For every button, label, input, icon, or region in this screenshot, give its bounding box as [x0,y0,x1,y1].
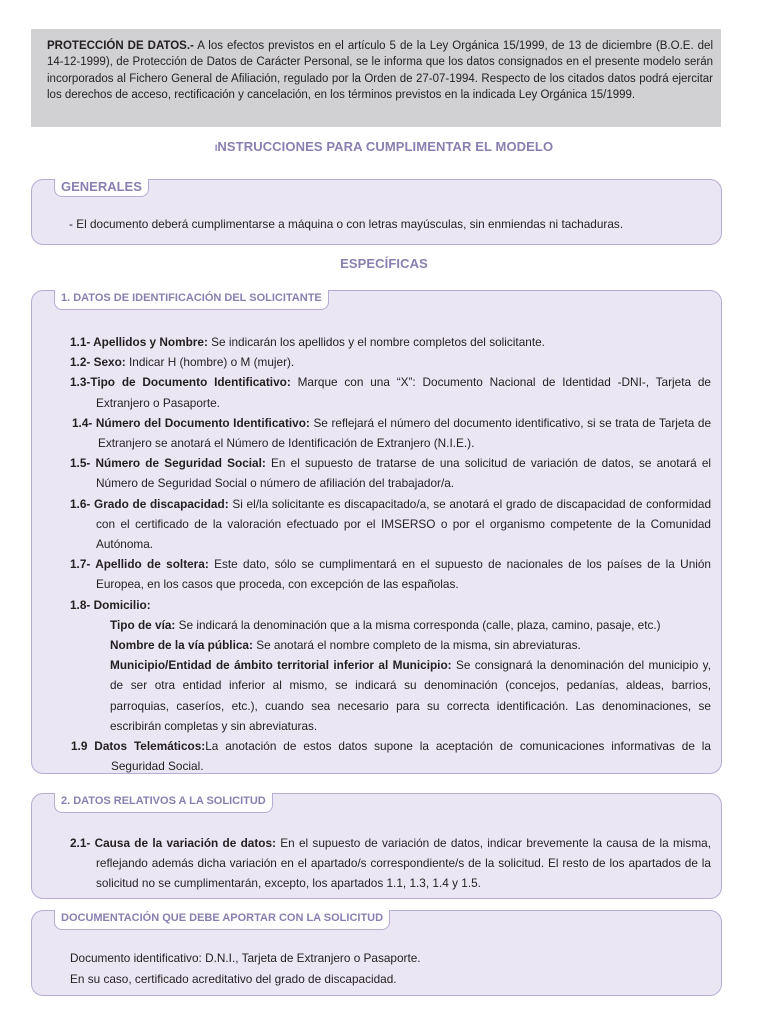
section1-box [31,290,722,774]
item-1-4-label: 1.4- Número del Documento Identificativo: [72,415,310,430]
section1-tab: 1. DATOS DE IDENTIFICACIÓN DEL SOLICITANTE [54,290,329,310]
documentacion-box [31,910,722,996]
item-2-1 [32,833,721,894]
generales-text: - El documento deberá cumplimentarse a máquina o con letras mayúsculas, sin enmiendas ni tachaduras. [69,217,624,231]
item-1-9-label: 1.9 Datos Telemáticos: [71,739,206,754]
especificas-heading: ESPECÍFICAS [340,256,428,271]
item-1-4 [32,413,721,453]
generales-tab: GENERALES [54,179,149,197]
section2-tab: 2. DATOS RELATIVOS A LA SOLICITUD [54,793,273,813]
item-1-2 [32,352,721,372]
domicilio-nombre-via [32,635,721,655]
item-1-7-label: 1.7- Apellido de soltera: [70,557,209,572]
item-2-1-label: 2.1- Causa de la variación de datos: [70,836,276,850]
domicilio-tipo-via [32,615,721,635]
item-1-2-label: 1.2- Sexo: [70,355,126,370]
domicilio-nombre-via-label: Nombre de la vía pública: [110,638,253,653]
instructions-heading-rest: NSTRUCCIONES PARA CUMPLIMENTAR EL MODELO [217,139,554,154]
privacy-notice-title: PROTECCIÓN DE DATOS.- [47,40,194,52]
item-1-5-label: 1.5- Número de Seguridad Social: [70,456,266,471]
item-2-1-text: En el supuesto de variación de datos, indicar brevemente la causa de la misma, reflejando además dicha variación en el apartado/s correspondiente/s de la solicitud. El resto de los apartados de la solicitud no se cumplimentarán, excepto, los apartados 1.1, 1.3, 1.4 y 1.5. [96,836,711,891]
item-1-3-text: Marque con una “X”: Documento Nacional de Identidad -DNI-, Tarjeta de Extranjero o Pasaporte. [96,375,711,410]
privacy-notice [31,29,721,127]
item-1-3 [32,372,721,412]
item-1-9 [32,736,721,776]
item-1-1-label: 1.1- Apellidos y Nombre: [70,335,208,349]
instructions-heading-initial: I [214,143,218,153]
domicilio-tipo-via-text: Se indicará la denominación que a la misma corresponda (calle, plaza, camino, pasaje, etc.) [175,617,661,632]
domicilio-tipo-via-label: Tipo de vía: [110,617,176,632]
domicilio-municipio-text: Se consignará la denominación del municipio y, de ser otra entidad inferior al mismo, se indicará su denominación (concejos, pedanías, aldeas, barrios, parroquias, caseríos, etc.), cuando sea necesario para su correcta identificación. Las denominaciones, se escribirán completas y sin abreviaturas. [110,658,711,733]
documentacion-tab: DOCUMENTACIÓN QUE DEBE APORTAR CON LA SOLICITUD [54,910,390,930]
instructions-heading [0,139,768,154]
domicilio-municipio [32,655,721,736]
domicilio-nombre-via-text: Se anotará el nombre completo de la misma, sin abreviaturas. [252,638,581,653]
generales-box [31,179,722,245]
item-1-8-label: 1.8- Domicilio: [70,597,151,612]
documentacion-line-2: En su caso, certificado acreditativo del grado de discapacidad. [70,972,397,986]
item-1-9-text: La anotación de estos datos supone la aceptación de comunicaciones informativas de la Seguridad Social. [111,739,711,774]
item-1-5 [32,453,721,493]
item-1-7 [32,554,721,594]
item-1-1 [32,332,721,352]
item-1-8 [32,595,721,615]
item-1-1-text: Se indicarán los apellidos y el nombre completos del solicitante. [207,335,545,349]
item-1-6 [32,494,721,555]
item-1-2-text: Indicar H (hombre) o M (mujer). [125,355,295,370]
privacy-notice-text: A los efectos previstos en el artículo 5 de la Ley Orgánica 15/1999, de 13 de diciembre (B.O.E. del 14-12-1999), de Protección de Datos de Carácter Personal, se le informa que los datos consignados en el presente modelo serán incorporados al Fichero General de Afiliación, regulado por la Orden de 27-07-1994. Respecto de los citados datos podrá ejercitar los derechos de acceso, rectificación y cancelación, en los términos previstos en la indicada Ley Orgánica 15/1999. [47,40,713,102]
item-1-3-label: 1.3-Tipo de Documento Identificativo: [70,375,291,390]
domicilio-municipio-label: Municipio/Entidad de ámbito territorial inferior al Municipio: [110,658,452,673]
section2-box [31,793,722,899]
item-1-5-text: En el supuesto de tratarse de una solicitud de variación de datos, se anotará el Número de Seguridad Social o número de afiliación del trabajador/a. [96,456,712,491]
item-1-7-text: Este dato, sólo se cumplimentará en el supuesto de nacionales de los países de la Unión Europea, en los casos que proceda, con excepción de las españolas. [96,557,711,592]
item-1-4-text: Se reflejará el número del documento identificativo, si se trata de Tarjeta de Extranjero se anotará el Número de Identificación de Extranjero (N.I.E.). [98,415,712,451]
item-1-6-label: 1.6- Grado de discapacidad: [70,496,229,511]
item-1-6-text: Si el/la solicitante es discapacitado/a, se anotará el grado de discapacidad de conformidad con el certificado de la valoración efectuado por el IMSERSO o por el organismo competente de la Comunidad Autónoma. [96,496,711,552]
documentacion-line-1: Documento identificativo: D.N.I., Tarjeta de Extranjero o Pasaporte. [70,951,421,965]
